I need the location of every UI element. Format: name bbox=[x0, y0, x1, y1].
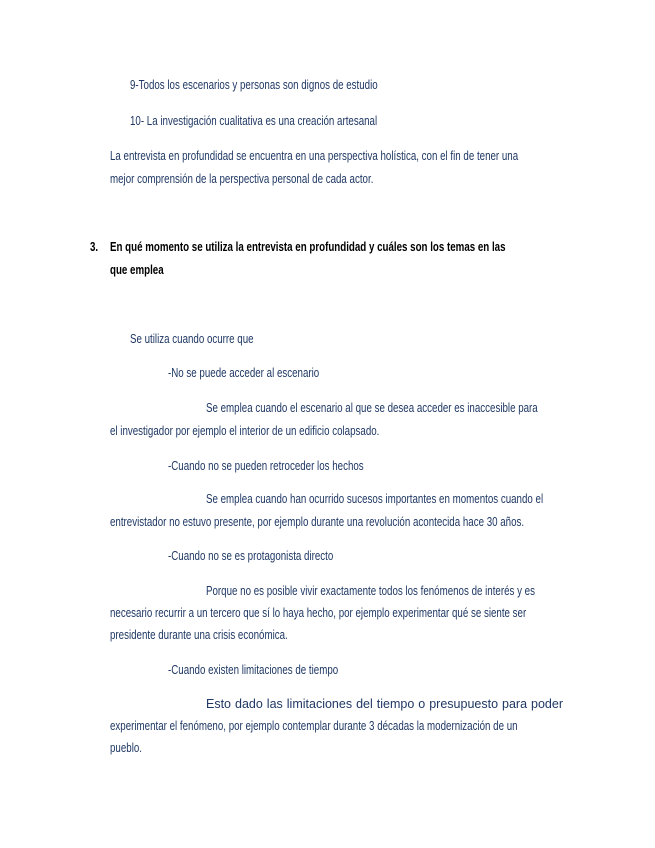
intro-paragraph-line-2: mejor comprensión de la perspectiva personal de cada actor. bbox=[110, 172, 374, 186]
list-item-9: 9-Todos los escenarios y personas son dignos de estudio bbox=[130, 78, 378, 92]
intro-paragraph-line-1: La entrevista en profundidad se encuentra en una perspectiva holística, con el fin de tener una bbox=[110, 149, 519, 163]
case-4-line-1-block bbox=[206, 693, 563, 715]
case-title-2: -Cuando no se pueden retroceder los hechos bbox=[168, 459, 364, 473]
list-item-10: 10- La investigación cualitativa es una creación artesanal bbox=[130, 114, 378, 128]
case-title-1: -No se puede acceder al escenario bbox=[168, 366, 320, 380]
case-4-line-1: Esto dado las limitaciones del tiempo o presupuesto para poder bbox=[206, 697, 563, 711]
question-heading-line-2: que emplea bbox=[110, 263, 164, 277]
case-2-line-2: entrevistador no estuvo presente, por ejemplo durante una revolución acontecida hace 30 años. bbox=[110, 515, 525, 529]
case-3-line-2: necesario recurrir a un tercero que sí lo haya hecho, por ejemplo experimentar qué se siente ser bbox=[110, 606, 527, 620]
case-title-3: -Cuando no se es protagonista directo bbox=[168, 549, 334, 563]
case-1-line-1: Se emplea cuando el escenario al que se desea acceder es inaccesible para bbox=[206, 401, 538, 415]
question-heading-line-1: En qué momento se utiliza la entrevista en profundidad y cuáles son los temas en las bbox=[110, 240, 506, 254]
usage-intro: Se utiliza cuando ocurre que bbox=[130, 332, 254, 346]
case-4-line-3: pueblo. bbox=[110, 741, 142, 755]
case-4-line-2: experimentar el fenómeno, por ejemplo contemplar durante 3 décadas la modernización de un bbox=[110, 719, 518, 733]
case-title-4: -Cuando existen limitaciones de tiempo bbox=[168, 663, 339, 677]
case-3-line-1: Porque no es posible vivir exactamente todos los fenómenos de interés y es bbox=[206, 584, 535, 598]
case-3-line-3: presidente durante una crisis económica. bbox=[110, 628, 288, 642]
question-number: 3. bbox=[90, 240, 99, 254]
case-1-line-2: el investigador por ejemplo el interior de un edificio colapsado. bbox=[110, 424, 380, 438]
case-2-line-1: Se emplea cuando han ocurrido sucesos importantes en momentos cuando el bbox=[206, 492, 544, 506]
